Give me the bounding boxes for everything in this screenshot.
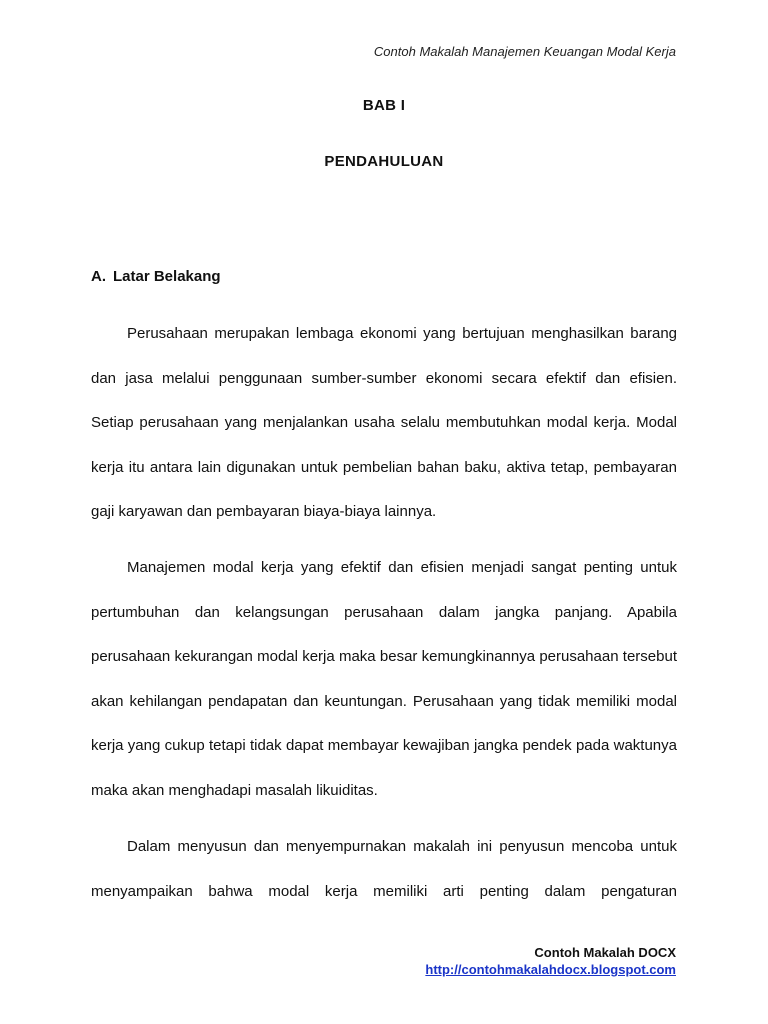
paragraph-block-2 bbox=[91, 546, 677, 813]
body-paragraph: Manajemen modal kerja yang efektif dan efisien menjadi sangat penting untuk pertumbuhan dan kelangsungan perusahaan dalam jangka panjang. Apabila perusahaan kekurangan modal kerja maka besar kemungkinannya perusahaan tersebut akan kehilangan pendapatan dan keuntungan. Perusahaan yang tidak memiliki modal kerja yang cukup tetapi tidak dapat membayar kewajiban jangka pendek pada waktunya maka akan menghadapi masalah likuiditas. bbox=[91, 559, 677, 799]
section-title: Latar Belakang bbox=[113, 268, 221, 285]
body-paragraph: Dalam menyusun dan menyempurnakan makalah ini penyusun mencoba untuk menyampaikan bahwa modal kerja memiliki arti penting dalam pengaturan bbox=[91, 838, 677, 900]
paragraph-block-1 bbox=[91, 312, 677, 535]
running-header: Contoh Makalah Manajemen Keuangan Modal Kerja bbox=[373, 44, 676, 59]
body-paragraph: Perusahaan merupakan lembaga ekonomi yang bertujuan menghasilkan barang dan jasa melalui penggunaan sumber-sumber ekonomi secara efektif dan efisien. Setiap perusahaan yang menjalankan usaha selalu membutuhkan modal kerja. Modal kerja itu antara lain digunakan untuk pembelian bahan baku, aktiva tetap, pembayaran gaji karyawan dan pembayaran biaya-biaya lainnya. bbox=[91, 325, 677, 520]
paragraph-block-3 bbox=[91, 825, 677, 914]
footer-title: Contoh Makalah DOCX bbox=[534, 945, 676, 960]
section-letter: A. bbox=[91, 268, 106, 285]
chapter-title: PENDAHULUAN bbox=[324, 153, 444, 170]
section-heading bbox=[91, 268, 221, 285]
footer-link[interactable]: http://contohmakalahdocx.blogspot.com bbox=[425, 962, 676, 977]
chapter-number: BAB I bbox=[362, 97, 406, 114]
